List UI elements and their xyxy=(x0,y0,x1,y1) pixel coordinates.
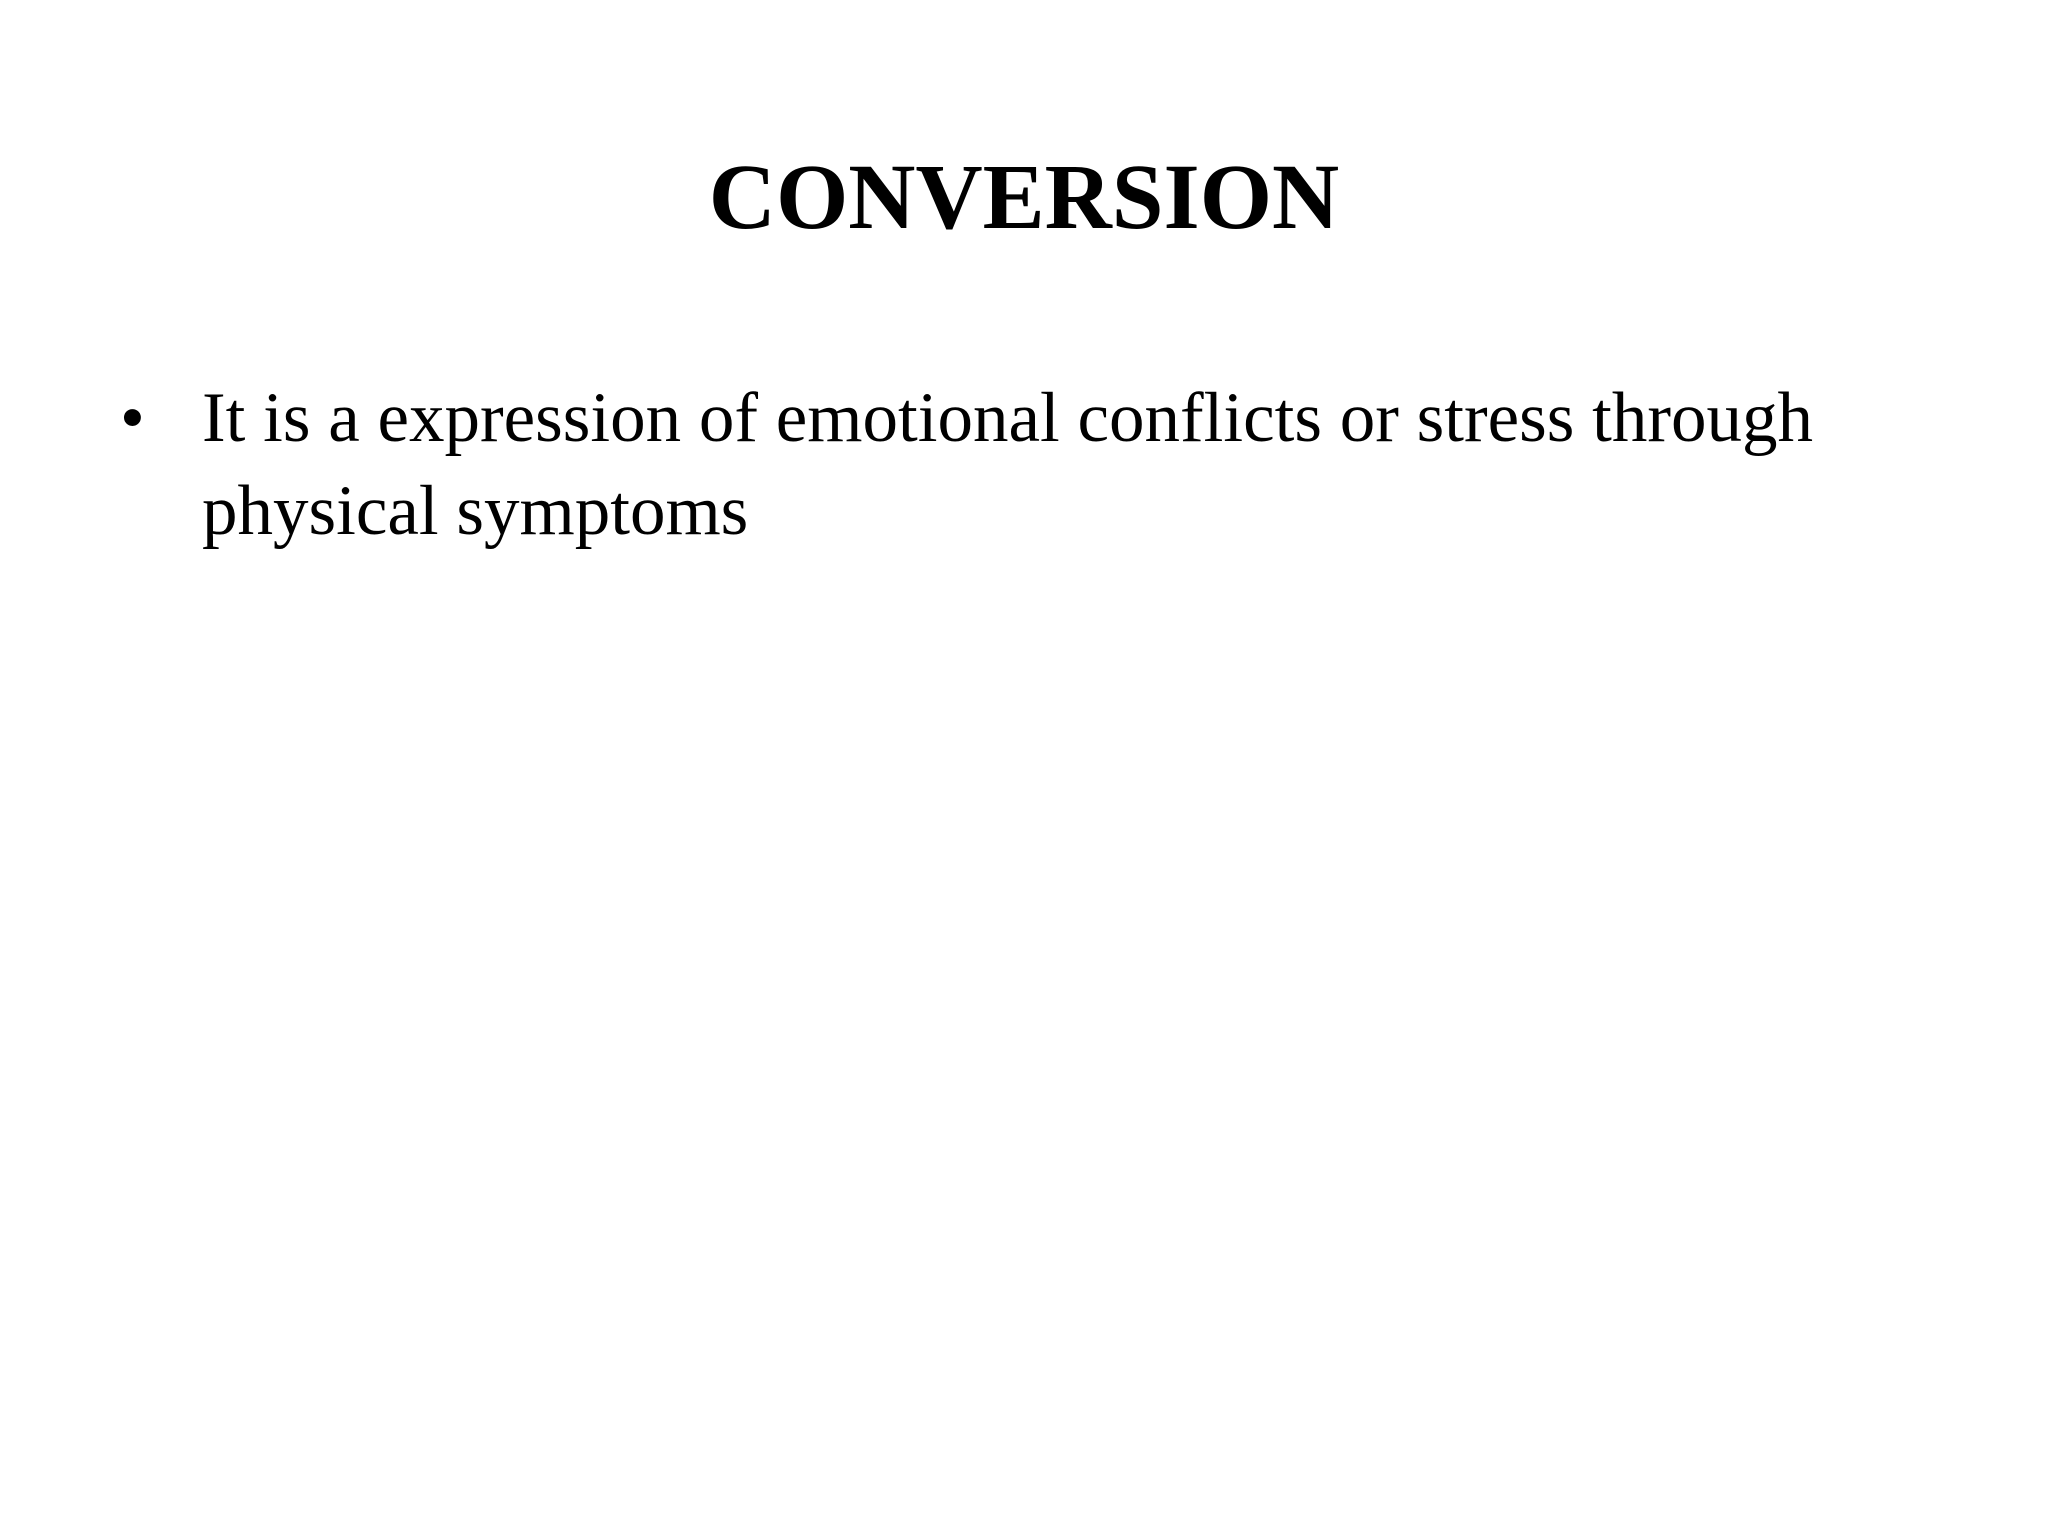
bullet-list xyxy=(120,372,1940,558)
bullet-marker: • xyxy=(120,379,145,457)
slide-title: CONVERSION xyxy=(708,146,1340,249)
bullet-text: It is a expression of emotional conflicts or stress through physical symptoms xyxy=(202,379,1813,550)
bullet-item xyxy=(120,372,1940,558)
